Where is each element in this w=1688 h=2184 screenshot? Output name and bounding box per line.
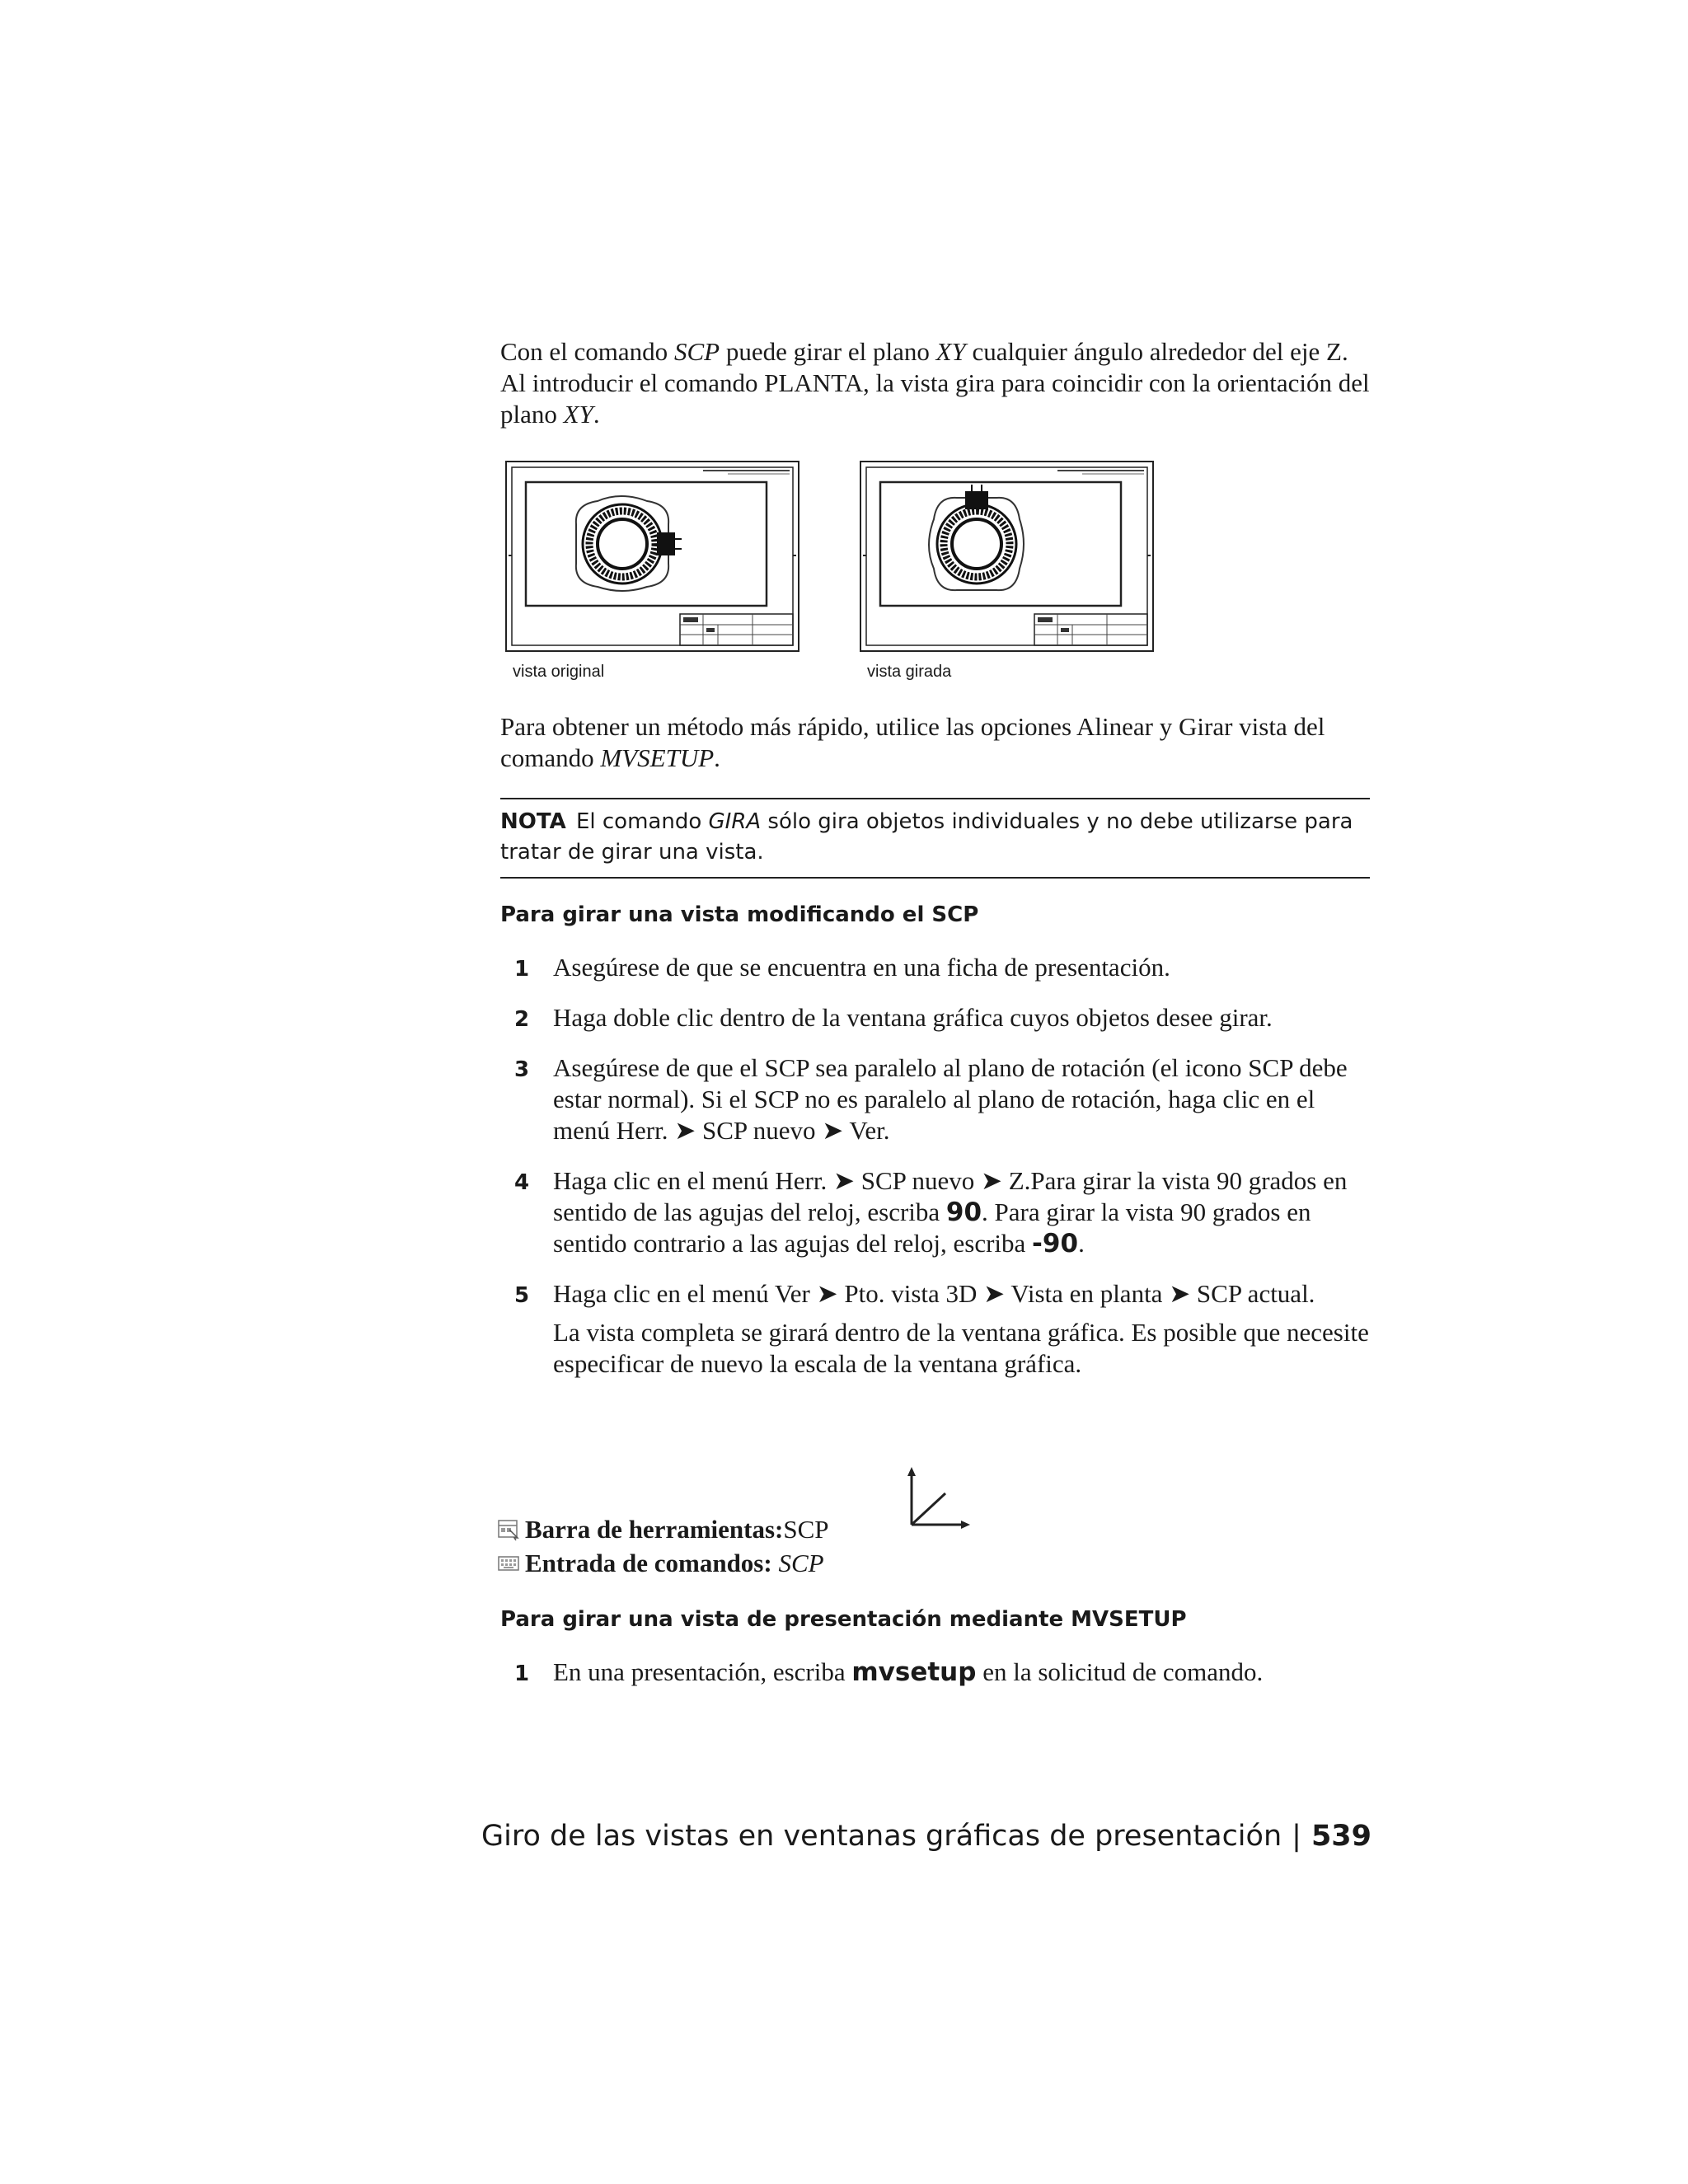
drawing-rotated-view — [860, 461, 1154, 652]
menu-arrow-icon: ➤ — [833, 1166, 855, 1195]
step-result: La vista completa se girará dentro de la ventana gráfica. Es posible que necesite especificar de nuevo la escala de la ventana gráfica. — [553, 1318, 1369, 1378]
method-paragraph: Para obtener un método más rápido, utilice las opciones Alinear y Girar vista del comando MVSETUP. — [500, 712, 1325, 772]
steps-list — [500, 1657, 1374, 1707]
menu-arrow-icon: ➤ — [981, 1166, 1002, 1195]
menu-arrow-icon: ➤ — [983, 1279, 1006, 1308]
step-number: 3 — [514, 1057, 530, 1082]
step-item: 3 Asegúrese de que el SCP sea paralelo al plano de rotación (el icono SCP debe estar normal). Si el SCP no es paralelo al plano de rotación, haga clic en el menú Herr. ➤ SCP nuevo ➤ Ver. — [514, 1053, 1348, 1145]
step-number: 1 — [514, 1661, 530, 1686]
step-item: 5 Haga clic en el menú Ver ➤ Pto. vista 3D ➤ Vista en planta ➤ SCP actual. La vista completa se girará dentro de la ventana gráfica. Es posible que necesite especificar de nuevo la escala de la ventana gráfica. — [500, 1278, 1374, 1380]
step-item: 4 Haga clic en el menú Herr. ➤ SCP nuevo ➤ Z.Para girar la vista 90 grados en sentido de las agujas del reloj, escriba 90. Para girar la vista 90 grados en sentido contrario a las agujas del reloj, escriba -90. — [514, 1166, 1348, 1258]
intro-paragraph: Con el comando SCP puede girar el plano XY cualquier ángulo alrededor del eje Z. Al introducir el comando PLANTA, la vista gira para coincidir con la orientación del plano XY. — [500, 337, 1370, 429]
step-number: 4 — [514, 1170, 530, 1195]
step-number: 2 — [514, 1007, 530, 1032]
step-number: 5 — [514, 1283, 530, 1308]
steps-list — [500, 952, 1374, 1399]
figure-caption: vista original — [513, 663, 605, 681]
note-box: NOTA El comando GIRA sólo gira objetos individuales y no debe utilizarse para tratar de girar una vista. — [500, 798, 1370, 879]
step-item: 2 Haga doble clic dentro de la ventana gráfica cuyos objetos desee girar. — [500, 1002, 1374, 1033]
menu-arrow-icon: ➤ — [822, 1116, 844, 1145]
toolbar-reference: Barra de herramientas: SCP — [497, 1512, 829, 1546]
toolbar-icon — [497, 1518, 520, 1541]
footer-title: Giro de las vistas en ventanas gráficas de presentación — [481, 1820, 1282, 1853]
step-item: 1 En una presentación, escriba mvsetup en la solicitud de comando. — [500, 1657, 1374, 1688]
step-item: 1 Asegúrese de que se encuentra en una ficha de presentación. — [500, 952, 1374, 983]
drawing-original-view — [505, 461, 799, 652]
command-entry-reference: Entrada de comandos: SCP — [497, 1546, 829, 1580]
note-label: NOTA — [500, 809, 566, 834]
menu-arrow-icon: ➤ — [1169, 1279, 1191, 1308]
page-number: 539 — [1311, 1820, 1372, 1853]
figure-caption: vista girada — [867, 663, 952, 681]
page-footer: Giro de las vistas en ventanas gráficas de presentación | 539 — [481, 1820, 1372, 1853]
section-heading: Para girar una vista modificando el SCP — [500, 902, 979, 927]
menu-arrow-icon: ➤ — [674, 1116, 696, 1145]
figure-rotated-view — [860, 461, 1154, 682]
figure-original-view — [505, 461, 799, 682]
command-references — [497, 1512, 829, 1580]
ucs-icon — [904, 1465, 972, 1533]
keyboard-icon — [497, 1552, 520, 1575]
step-number: 1 — [514, 957, 530, 982]
section-heading: Para girar una vista de presentación mediante MVSETUP — [500, 1607, 1187, 1632]
menu-arrow-icon: ➤ — [816, 1279, 838, 1308]
